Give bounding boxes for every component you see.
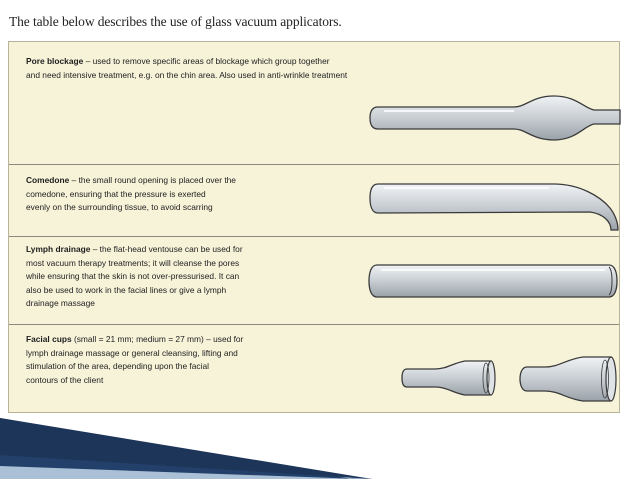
row-title: Pore blockage (26, 56, 84, 66)
row-description: Facial cups (small = 21 mm; medium = 27 mm) – used for lymph drainage massage or general cleansing, lifting and stimulation of the area, depending upon the facial contours of the client (26, 334, 244, 385)
table-row (9, 324, 619, 412)
comedone-applicator-icon (364, 178, 624, 234)
table-row (9, 236, 619, 322)
applicator-table (8, 41, 620, 413)
row-description: Lymph drainage – the flat-head ventouse can be used for most vacuum therapy treatments; it will cleanse the pores while ensuring that the skin is not over-pressurised. It can also be used to work in the facial lines or give a lymph drainage massage (26, 244, 243, 309)
lymph-drainage-applicator-icon (365, 261, 621, 301)
intro-text: The table below describes the use of glass vacuum applicators. (9, 14, 342, 29)
row-title: Comedone (26, 175, 70, 185)
row-description: Pore blockage – used to remove specific areas of blockage which group together and need intensive treatment, e.g. on the chin area. Also used in anti-wrinkle treatment (26, 56, 348, 80)
pore-blockage-applicator-icon (364, 94, 622, 144)
table-row (9, 164, 619, 234)
facial-cups-applicator-icon (395, 353, 621, 407)
row-title: Facial cups (26, 334, 72, 344)
row-title: Lymph drainage (26, 244, 91, 254)
row-description: Comedone – the small round opening is placed over the comedone, ensuring that the pressure is exerted evenly on the surrounding tissue, to avoid scarring (26, 175, 236, 213)
table-row (9, 42, 619, 161)
